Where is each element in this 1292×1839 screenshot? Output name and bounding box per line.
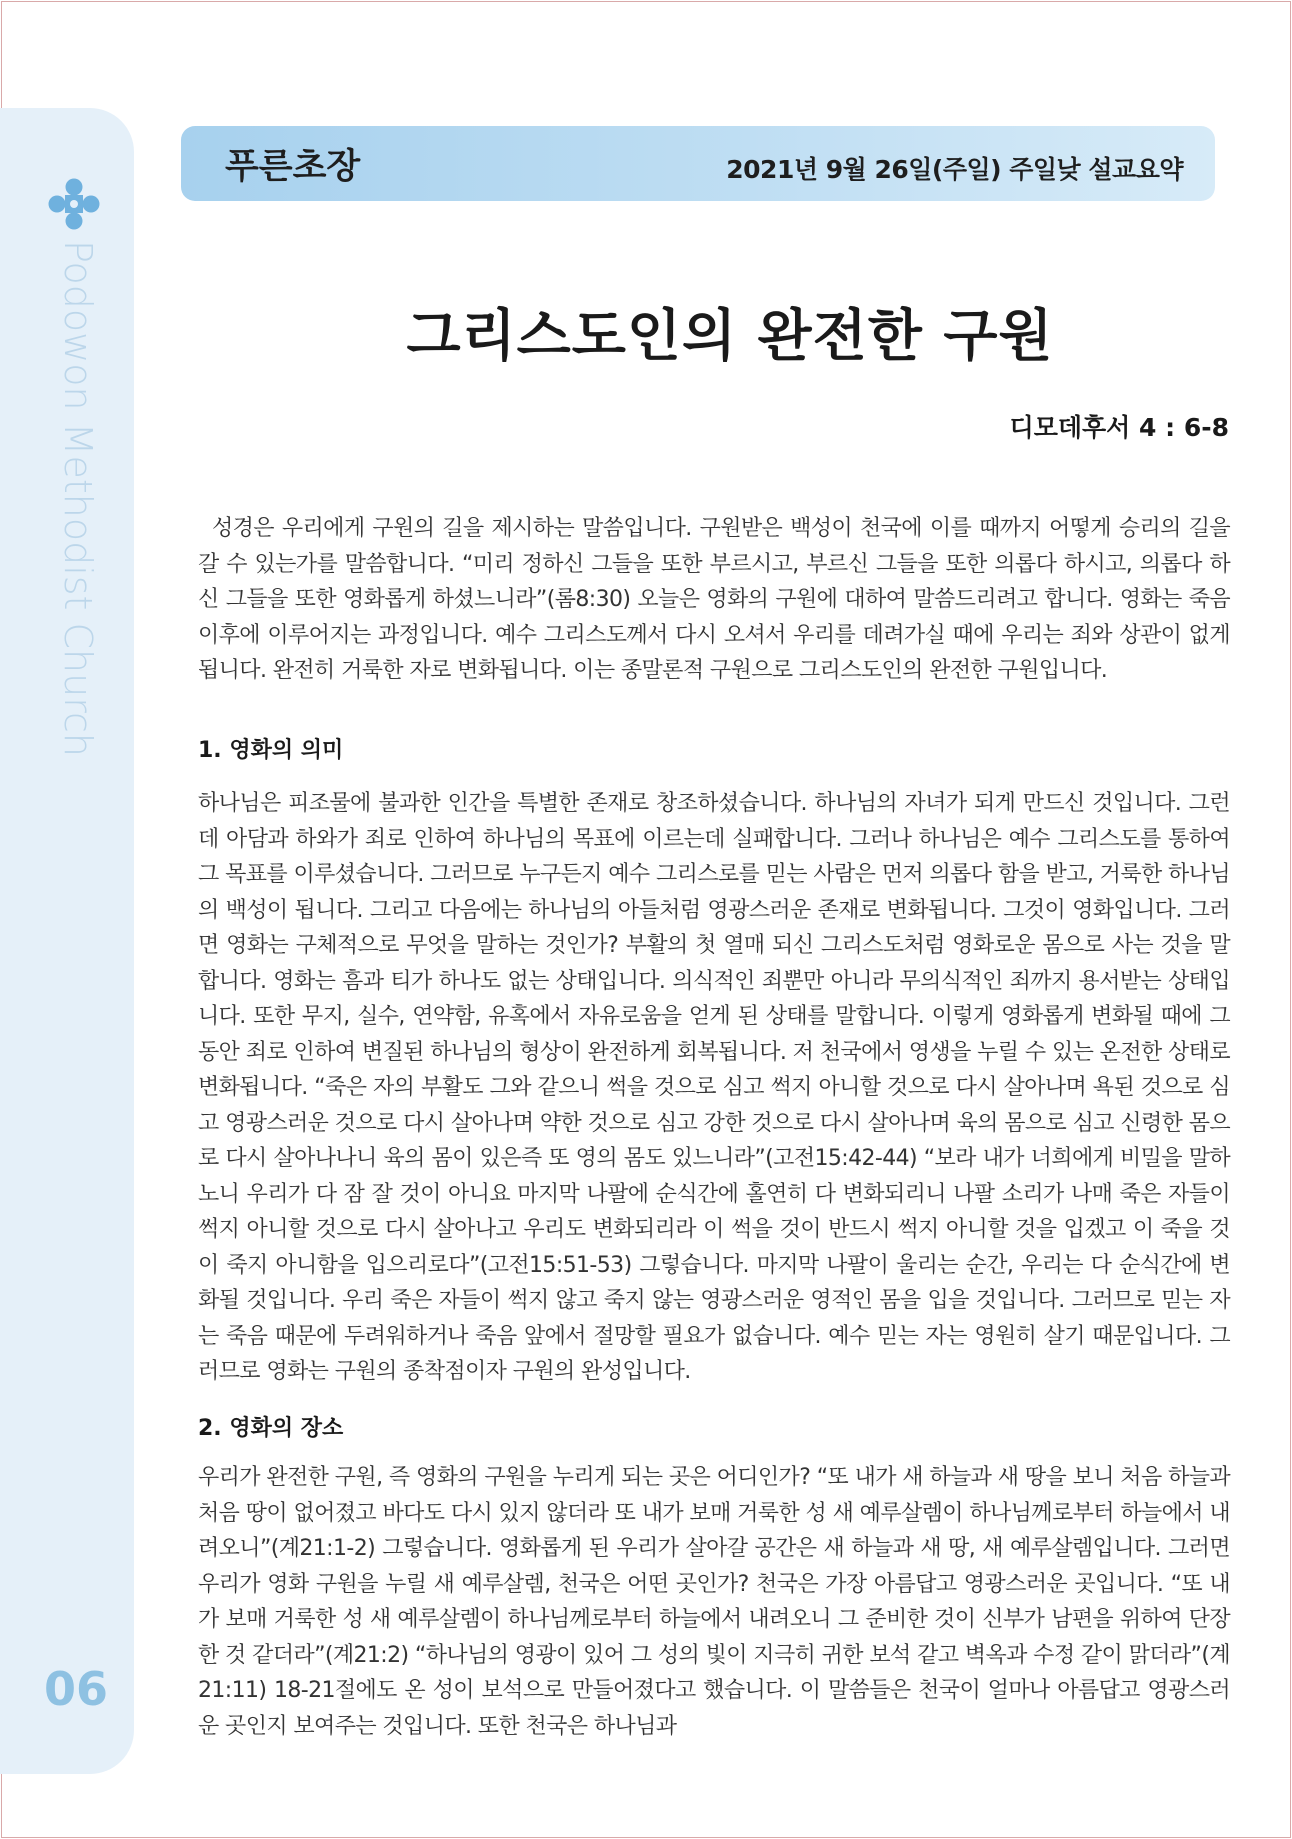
sermon-title: 그리스도인의 완전한 구원 (406, 303, 1054, 369)
section-1-text: 하나님은 피조물에 불과한 인간을 특별한 존재로 창조하셨습니다. 하나님의 자녀가 되게 만드신 것입니다. 그런데 아담과 하와가 죄로 인하여 하나님의 목표에 이르는데 실패합니다. 그러나 하나님은 예수 그리스도를 통하여 그 목표를 이루셨습니다. 그러므로 누구든지 예수 그리스로를 믿는 사람은 먼저 의롭다 함을 받고, 거룩한 하나님의 백성이 됩니다. 그리고 다음에는 하나님의 아들처럼 영광스러운 존재로 변화됩니다. 그것이 영화입니다. 그러면 영화는 구체적으로 무엇을 말하는 것인가? 부활의 첫 열매 되신 그리스도처럼 영화로운 몸으로 사는 것을 말합니다. 영화는 흠과 티가 하나도 없는 상태입니다. 의식적인 죄뿐만 아니라 무의식적인 죄까지 용서받는 상태입니다. 또한 무지, 실수, 연약함, 유혹에서 자유로움을 얻게 된 상태를 말합니다. 이렇게 영화롭게 변화될 때에 그동안 죄로 인하여 변질된 하나님의 형상이 완전하게 회복됩니다. 저 천국에서 영생을 누릴 수 있는 온전한 상태로 변화됩니다. “죽은 자의 부활도 그와 같으니 썩을 것으로 심고 썩지 아니할 것으로 다시 살아나며 욕된 것으로 심고 영광스러운 것으로 다시 살아나며 약한 것으로 심고 강한 것으로 다시 살아나며 육의 몸으로 심고 신령한 몸으로 다시 살아나나니 육의 몸이 있은즉 또 영의 몸도 있느니라”(고전15:42-44) “보라 내가 너희에게 비밀을 말하노니 우리가 다 잠 잘 것이 아니요 마지막 나팔에 순식간에 홀연히 다 변화되리니 나팔 소리가 나매 죽은 자들이 썩지 아니할 것으로 다시 살아나고 우리도 변화되리라 이 썩을 것이 반드시 썩지 아니할 것을 입겠고 이 죽을 것이 죽지 아니함을 입으리로다”(고전15:51-53) 그렇습니다. 마지막 나팔이 울리는 순간, 우리는 다 순식간에 변화될 것입니다. 우리 죽은 자들이 썩지 않고 죽지 않는 영광스러운 영적인 몸을 입을 것입니다. 그러므로 믿는 자는 죽음 때문에 두려워하거나 죽음 앞에서 절망할 필요가 없습니다. 예수 믿는 자는 영원히 살기 때문입니다. 그러므로 영화는 구원의 종착점이자 구원의 완성입니다. (198, 791, 1230, 1384)
section-1-body (198, 786, 1230, 1390)
section-2-heading: 2. 영화의 장소 (198, 1416, 344, 1441)
page-number: 06 (44, 1662, 109, 1716)
section-2-body (198, 1460, 1230, 1744)
flower-cross-icon (48, 178, 100, 230)
intro-paragraph (198, 511, 1230, 689)
header-date: 2021년 9월 26일(주일) 주일낮 설교요약 (726, 155, 1183, 184)
section-1-heading: 1. 영화의 의미 (198, 738, 344, 763)
header-band (181, 126, 1215, 201)
intro-text: 성경은 우리에게 구원의 길을 제시하는 말씀입니다. 구원받은 백성이 천국에 이를 때까지 어떻게 승리의 길을 갈 수 있는가를 말씀합니다. “미리 정하신 그들을 또한 부르시고, 부르신 그들을 또한 의롭다 하시고, 의롭다 하신 그들을 또한 영화롭게 하셨느니라”(롬8:30) 오늘은 영화의 구원에 대하여 말씀드리려고 합니다. 영화는 죽음 이후에 이루어지는 과정입니다. 예수 그리스도께서 다시 오셔서 우리를 데려가실 때에 우리는 죄와 상관이 없게 됩니다. 완전히 거룩한 자로 변화됩니다. 이는 종말론적 구원으로 그리스도인의 완전한 구원입니다. (198, 516, 1230, 683)
church-name-vertical: Podowon Methodist Church (56, 240, 100, 757)
scripture-reference: 디모데후서 4 : 6-8 (1009, 413, 1229, 442)
header-title: 푸른초장 (225, 147, 361, 187)
section-2-text: 우리가 완전한 구원, 즉 영화의 구원을 누리게 되는 곳은 어디인가? “또 내가 새 하늘과 새 땅을 보니 처음 하늘과 처음 땅이 없어졌고 바다도 다시 있지 않더라 또 내가 보매 거룩한 성 새 예루살렘이 하나님께로부터 하늘에서 내려오니”(계21:1-2) 그렇습니다. 영화롭게 된 우리가 살아갈 공간은 새 하늘과 새 땅, 새 예루살렘입니다. 그러면 우리가 영화 구원을 누릴 새 예루살렘, 천국은 어떤 곳인가? 천국은 가장 아름답고 영광스러운 곳입니다. “또 내가 보매 거룩한 성 새 예루살렘이 하나님께로부터 하늘에서 내려오니 그 준비한 것이 신부가 남편을 위하여 단장한 것 같더라”(계21:2) “하나님의 영광이 있어 그 성의 빛이 지극히 귀한 보석 같고 벽옥과 수정 같이 맑더라”(계21:11) 18-21절에도 온 성이 보석으로 만들어졌다고 했습니다. 이 말씀들은 천국이 얼마나 아름답고 영광스러운 곳인지 보여주는 것입니다. 또한 천국은 하나님과 (198, 1465, 1230, 1739)
